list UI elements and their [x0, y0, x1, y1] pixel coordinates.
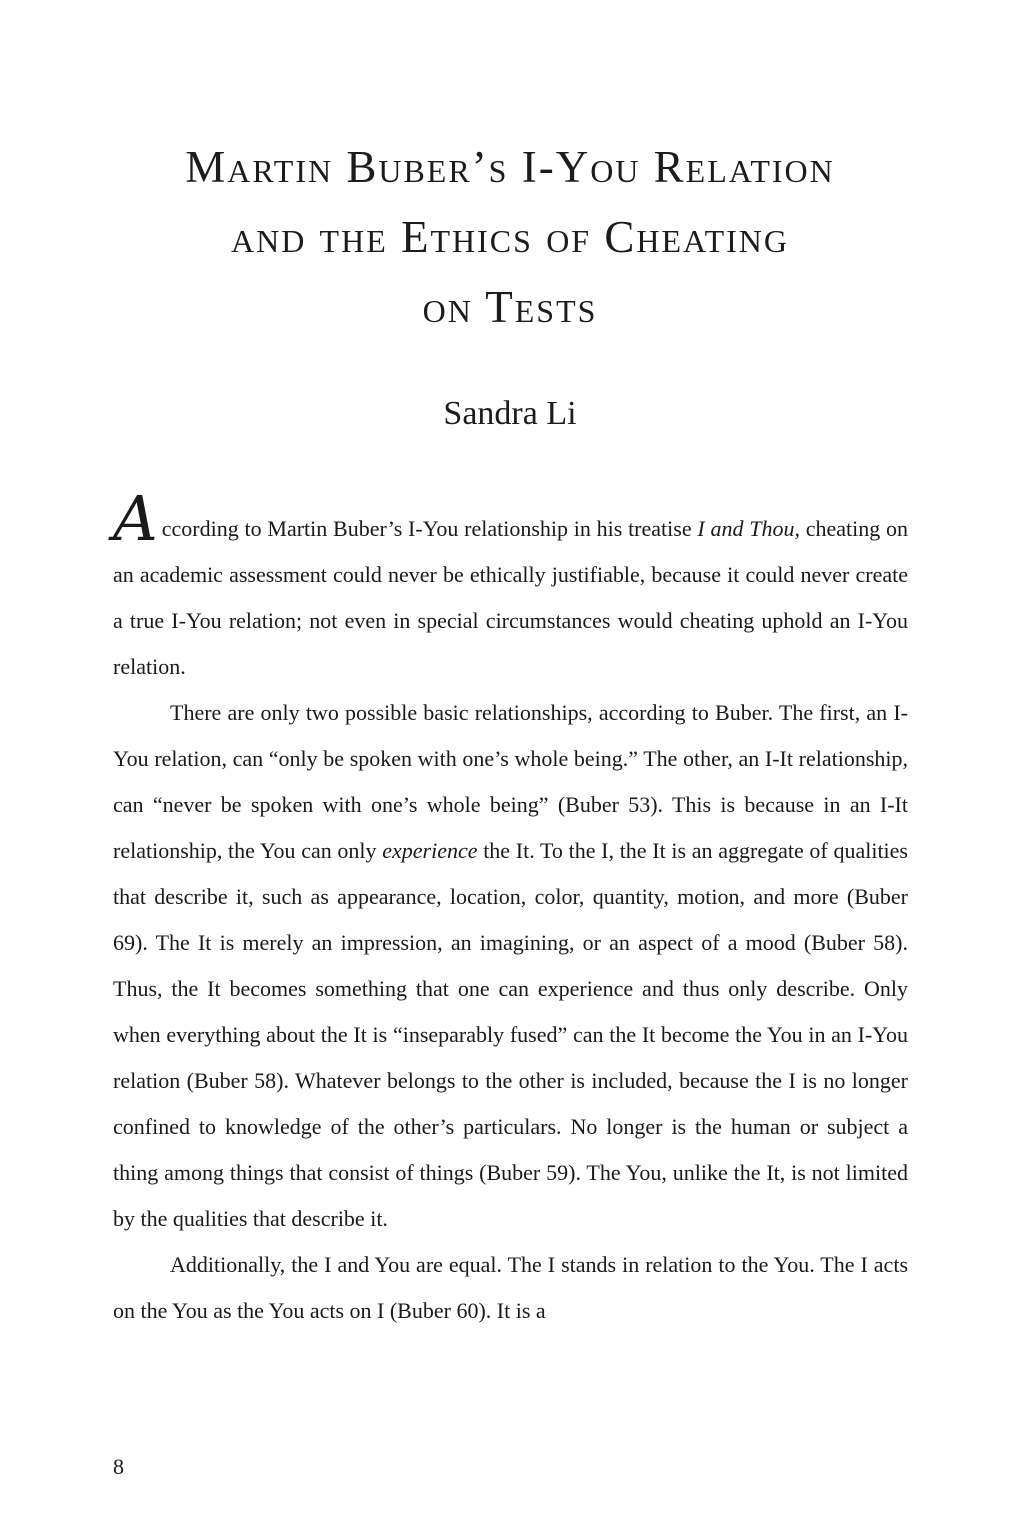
paragraph-2: [113, 690, 908, 1242]
essay-body: [113, 482, 908, 1334]
page-number: 8: [113, 1454, 124, 1479]
title-line-2: and the Ethics of Cheating: [230, 212, 790, 262]
paragraph-3: [113, 1242, 908, 1334]
text-run: the It. To the I, the It is an aggregate of qualities that describe it, such as appearance, location, color, quantity, motion, and more (Buber 69). The It is merely an impression, an imagining, or an aspect of a mood (Buber 58). Thus, the It becomes something that one can experience and thus only describe. Only when everything about the It is “inseparably fused” can the It become the You in an I-You relation (Buber 58). Whatever belongs to the other is included, because the I is no longer confined to knowledge of the other’s particulars. No longer is the human or subject a thing among things that consist of things (Buber 59). The You, unlike the It, is not limited by the qualities that describe it.: [113, 838, 908, 1231]
page-title: [0, 0, 1020, 342]
text-run: ccording to Martin Buber’s I-You relationship in his treatise: [161, 516, 698, 541]
author-name: Sandra Li: [443, 395, 577, 432]
italic-text-run: experience: [382, 838, 478, 863]
text-run: There are only two possible basic relationships, according to Buber. The first, an I-You relation, can “only be spoken with one’s whole being.” The other, an I-It relationship, can “never be spoken with one’s whole being” (Buber 53). This is because in an I-It relationship, the You can only: [113, 700, 908, 863]
italic-text-run: I and Thou,: [697, 516, 800, 541]
title-line-1: Martin Buber’s I-You Relation: [185, 142, 835, 192]
text-run: Additionally, the I and You are equal. The I stands in relation to the You. The I acts on the You as the You acts on I (Buber 60). It is a: [113, 1252, 908, 1323]
text-run: cheating on an academic assessment could never be ethically justifiable, because it could never create a true I-You relation; not even in special circumstances would cheating uphold an I-You relation.: [113, 516, 908, 679]
paragraph-1: According to Martin Buber’s I-You relationship in his treatise I and Thou, cheating on an academic assessment could never be ethically justifiable, because it could never create a true I-You relation; not even in special circumstances would cheating uphold an I-You relation.: [113, 482, 908, 679]
title-line-3: on Tests: [422, 282, 598, 332]
